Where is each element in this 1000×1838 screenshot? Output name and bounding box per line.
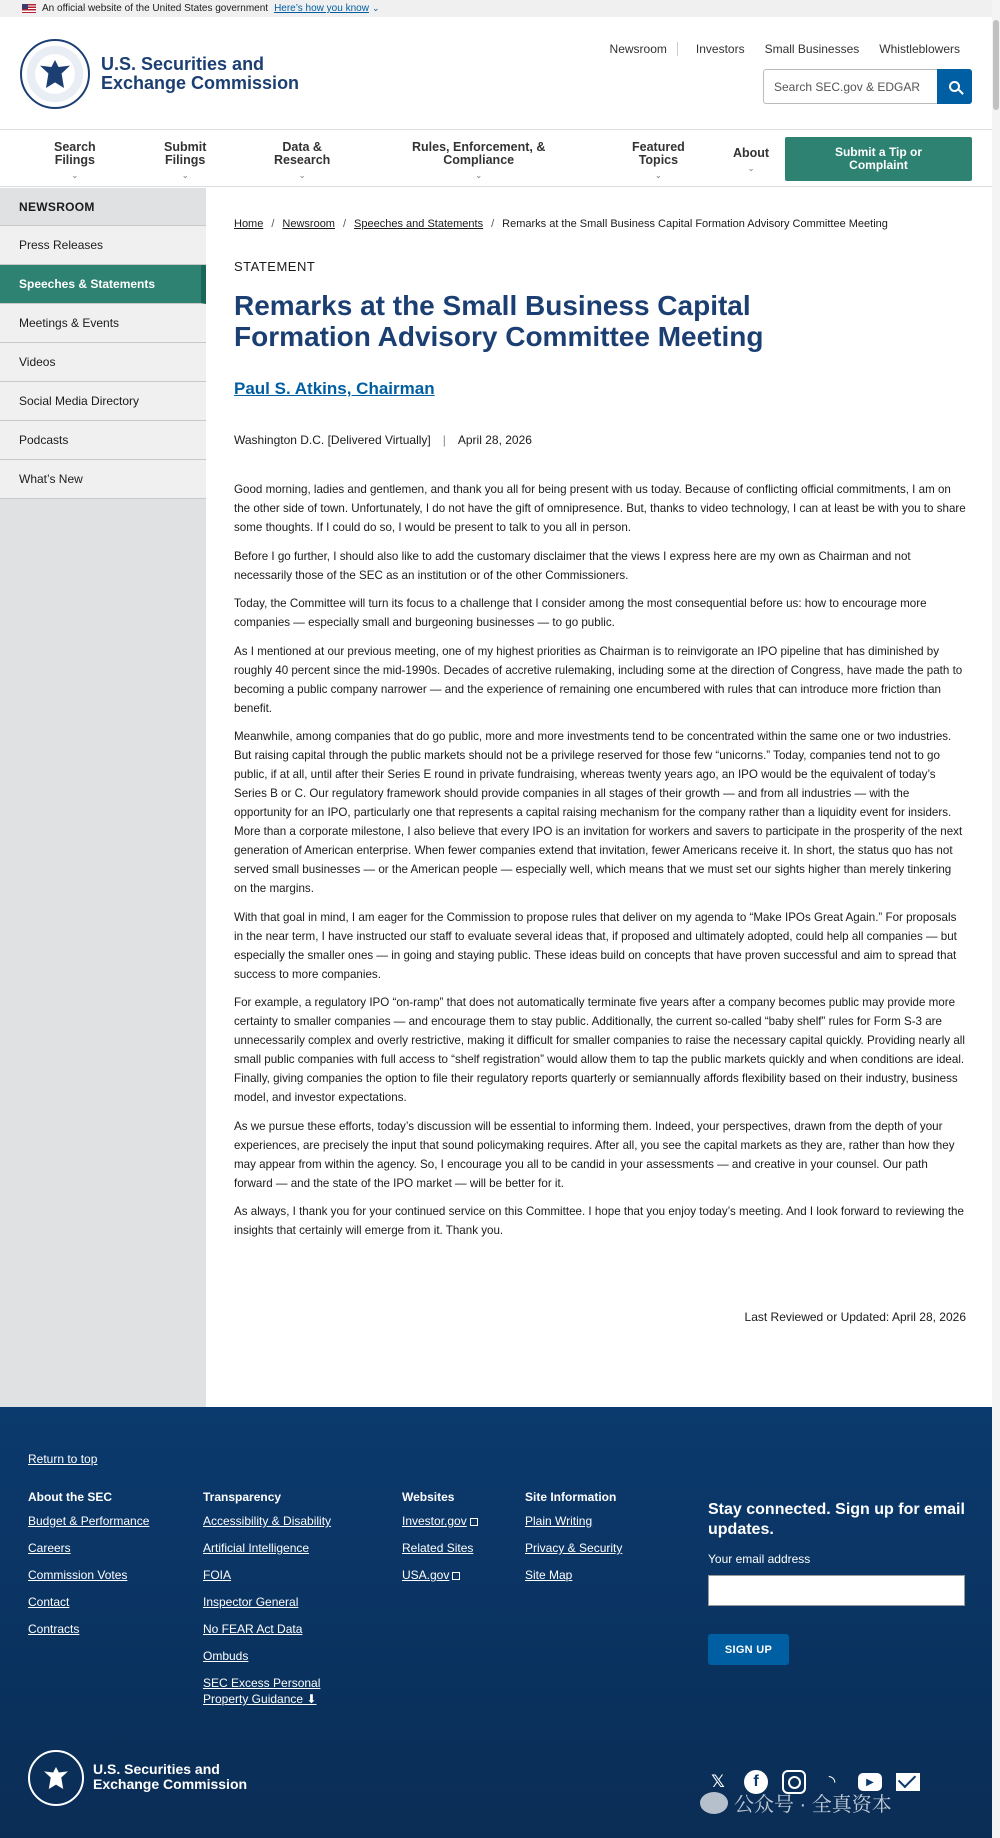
sidebar-item-videos[interactable]: Videos — [0, 343, 206, 382]
search-button[interactable] — [937, 69, 972, 104]
external-link-icon — [452, 1572, 460, 1580]
util-link-whistleblowers[interactable]: Whistleblowers — [879, 42, 960, 56]
footer-heading: Site Information — [525, 1490, 617, 1504]
download-icon: ⬇ — [306, 1692, 317, 1706]
sidebar-item-meetings-events[interactable]: Meetings & Events — [0, 304, 206, 343]
breadcrumb-home[interactable]: Home — [234, 218, 264, 230]
nav-about[interactable] — [733, 147, 769, 175]
paragraph: As always, I thank you for your continued service on this Committee. I hope that you enjoy today’s meeting. And I look forward to reviewing the insights that certainly will emerge from it. Thank you. — [234, 1205, 964, 1237]
sidebar-item-whats-new[interactable]: What’s New — [0, 460, 206, 499]
nav-label: Filings — [165, 153, 206, 167]
scrollbar-thumb[interactable] — [993, 20, 999, 110]
footer-link[interactable]: Ombuds — [203, 1649, 249, 1663]
tip-line-1: Submit a Tip or — [834, 145, 923, 159]
logo-line-1: U.S. Securities and — [101, 54, 265, 74]
us-flag-icon — [22, 4, 36, 13]
youtube-icon[interactable]: ▶ — [858, 1773, 882, 1791]
footer-col-about — [28, 1490, 149, 1648]
util-link-newsroom[interactable]: Newsroom — [600, 42, 678, 56]
footer-heading: About the SEC — [28, 1490, 112, 1504]
footer-link[interactable]: Budget & Performance — [28, 1514, 150, 1528]
paragraph: For example, a regulatory IPO “on-ramp” that does not automatically terminate five years after a company becomes public may provide more certainty to smaller companies — and encourage them to stay public. Additionally, the current so-called “baby shelf” rules for Form S-3 are unnecessarily complex and overly restrictive, making it difficult for smaller companies to raise the necessary capital quickly. Providing nearly all small public companies with full access to “shelf registration” would allow them to tap the public markets quickly and when conditions are ideal. Finally, giving companies the option to file their regulatory reports quarterly or semiannually affords flexibility based on their industry, business model, and investor expectations. — [234, 996, 965, 1104]
paragraph: Good morning, ladies and gentlemen, and thank you all for being present with us today. Because of conflicting official commitments, I am on the other side of town. Unfortunately, I do not have the gift of omnipresence. But, thanks to video technology, I can at least be with you to share some thoughts. If I could do so, I would be present to talk to you all in person. — [234, 483, 966, 534]
watermark — [700, 1788, 892, 1817]
footer-link-excess-property[interactable] — [203, 1675, 331, 1707]
email-field[interactable] — [708, 1575, 965, 1606]
nav-data-research[interactable] — [274, 141, 330, 182]
chevron-down-icon: ⌄ — [655, 171, 662, 180]
site-logo-text[interactable] — [101, 55, 299, 93]
title-line-1: Remarks at the Small Business Capital — [234, 290, 751, 321]
article-location: Washington D.C. [Delivered Virtually] — [234, 433, 431, 447]
breadcrumb — [234, 218, 888, 230]
link-label: USA.gov — [402, 1568, 450, 1582]
paragraph: As we pursue these efforts, today’s discussion will be essential to informing them. Indeed, your perspectives, drawn from the depth of your experiences, are precisely the input that sound policymaking requires. After all, you see the capital markets as they are, rather than how they may appear from within the agency. So, I encourage you all to be candid in your assessments — and creative in your counsel. Our path forward — and the state of the IPO market — will be better for it. — [234, 1119, 955, 1190]
eagle-icon — [44, 1767, 68, 1789]
footer-link[interactable]: Plain Writing — [525, 1514, 593, 1528]
article-date: April 28, 2026 — [457, 433, 532, 447]
watermark-text: 公众号 · 全真资本 — [734, 1794, 892, 1816]
breadcrumb-separator: / — [491, 218, 495, 230]
submit-tip-button[interactable] — [785, 137, 972, 181]
breadcrumb-newsroom[interactable]: Newsroom — [282, 218, 335, 230]
chevron-down-icon: ⌄ — [298, 171, 306, 180]
breadcrumb-separator: / — [342, 218, 347, 230]
breadcrumb-current: Remarks at the Small Business Capital Formation Advisory Committee Meeting — [502, 218, 888, 230]
footer-link[interactable]: Site Map — [525, 1568, 573, 1582]
main-nav — [0, 131, 1000, 187]
footer-link[interactable]: Inspector General — [203, 1595, 299, 1609]
chevron-down-icon: ⌄ — [475, 171, 483, 180]
return-to-top-link[interactable]: Return to top — [28, 1452, 98, 1466]
sidebar-item-podcasts[interactable]: Podcasts — [0, 421, 206, 460]
footer-col-site-info — [525, 1490, 622, 1594]
breadcrumb-separator: / — [271, 218, 275, 230]
chevron-down-icon[interactable]: ⌄ — [371, 3, 380, 13]
link-line-2: Property Guidance — [203, 1692, 304, 1706]
heres-how-you-know-link[interactable]: Here’s how you know — [274, 3, 369, 14]
chevron-down-icon: ⌄ — [71, 171, 79, 180]
email-label: Your email address — [708, 1552, 811, 1566]
logo-line-1: U.S. Securities and — [93, 1761, 220, 1777]
sidebar-item-press-releases[interactable]: Press Releases — [0, 226, 206, 265]
footer-logo-text[interactable] — [93, 1762, 247, 1792]
sidebar-item-social-media-directory[interactable]: Social Media Directory — [0, 382, 206, 421]
meta-divider: | — [442, 433, 446, 447]
nav-label: Submit — [164, 140, 207, 154]
email-icon[interactable] — [896, 1773, 920, 1791]
article-kind: STATEMENT — [234, 259, 316, 274]
link-line-1: SEC Excess Personal — [203, 1676, 321, 1690]
sign-up-button[interactable]: SIGN UP — [708, 1634, 789, 1665]
search-icon — [949, 81, 960, 92]
footer-col-websites — [402, 1490, 478, 1594]
nav-label: Compliance — [443, 153, 515, 167]
sidebar-heading[interactable]: NEWSROOM — [0, 188, 206, 226]
tip-line-2: Complaint — [849, 158, 908, 172]
nav-label: About — [733, 146, 770, 160]
facebook-icon[interactable]: f — [744, 1770, 768, 1794]
paragraph: Before I go further, I should also like to add the customary disclaimer that the views I express here are my own as Chairman and not necessarily those of the SEC as an institution or of the other Commissioners. — [234, 549, 911, 582]
stay-connected-heading: Stay connected. Sign up for email updates. — [708, 1501, 965, 1538]
link-label: Investor.gov — [402, 1514, 467, 1528]
nav-label: Data & — [282, 140, 322, 154]
nav-submit-filings[interactable] — [164, 141, 206, 182]
chevron-down-icon: ⌄ — [747, 164, 755, 173]
paragraph: Meanwhile, among companies that do go public, more and more investments tend to be concentrated within the same one or two industries. But raising capital through the public markets should not be a privilege reserved for those few “unicorns.” Today, companies tend not to go public, if at all, until after their Series E round in private fundraising, whereas twenty years ago, an IPO would be the equivalent of today’s Series B or C. Our regulatory framework should provide companies in all stages of their growth — and from all industries — with the opportunity for an IPO, particularly one that represents a capital raising mechanism for the company rather than a liquidity event for insiders. More than a corporate milestone, I also believe that every IPO is an invitation for workers and savers to participate in the prosperity of the next generation of American enterprise. When fewer companies extend that invitation, fewer Americans receive it. In short, the status quo has not served small businesses — or the American people — especially well, which means that we must set our sights higher than merely tinkering on the margins. — [234, 730, 963, 895]
util-link-small-businesses[interactable]: Small Businesses — [764, 42, 860, 56]
rss-icon[interactable]: ◝ — [828, 1772, 836, 1791]
logo-line-2: Exchange Commission — [93, 1776, 248, 1792]
author-link[interactable]: Paul S. Atkins, Chairman — [234, 379, 435, 398]
title-line-2: Formation Advisory Committee Meeting — [234, 321, 764, 352]
footer-link[interactable]: Accessibility & Disability — [203, 1514, 332, 1528]
page-title — [234, 290, 954, 352]
footer-link-investor-gov[interactable] — [402, 1513, 478, 1529]
util-link-investors[interactable]: Investors — [695, 42, 745, 56]
footer-link[interactable]: Privacy & Security — [525, 1541, 623, 1555]
footer-link[interactable]: Contracts — [28, 1622, 80, 1636]
chevron-down-icon: ⌄ — [181, 171, 189, 180]
footer-link[interactable]: FOIA — [203, 1568, 232, 1582]
x-icon[interactable]: 𝕏 — [711, 1772, 725, 1791]
logo-line-2: Exchange Commission — [101, 73, 300, 93]
footer-link[interactable]: No FEAR Act Data — [203, 1622, 303, 1636]
footer-heading: Websites — [402, 1490, 455, 1504]
paragraph: As I mentioned at our previous meeting, one of my highest priorities as Chairman is to reinvigorate an IPO pipeline that has diminished by roughly 40 percent since the mid-1990s. Decades of accretive rulemaking, including some at the direction of Congress, have made the path to becoming a public company narrower — and the experience of remaining one encumbered with rules that can introduce more friction than benefit. — [234, 644, 963, 715]
footer-col-transparency — [203, 1490, 331, 1718]
nav-label: Filings — [54, 153, 95, 167]
breadcrumb-speeches[interactable]: Speeches and Statements — [354, 218, 484, 230]
nav-label: Research — [274, 153, 331, 167]
scrollbar[interactable] — [992, 0, 1000, 1838]
footer-sec-seal[interactable] — [28, 1750, 84, 1806]
nav-rules-enforcement[interactable] — [412, 141, 545, 182]
nav-label: Topics — [638, 153, 679, 167]
sec-seal-logo[interactable] — [20, 39, 90, 109]
nav-search-filings[interactable] — [54, 141, 96, 182]
nav-featured-topics[interactable] — [632, 141, 685, 182]
newsroom-sidebar — [0, 188, 206, 1407]
footer-link[interactable]: Commission Votes — [28, 1568, 128, 1582]
nav-label: Rules, Enforcement, & — [412, 140, 546, 154]
footer-link[interactable]: Contact — [28, 1595, 70, 1609]
footer-link[interactable]: Artificial Intelligence — [203, 1541, 310, 1555]
site-footer — [0, 1407, 1000, 1838]
footer-link-usa-gov[interactable] — [402, 1567, 478, 1583]
article-meta — [234, 433, 532, 447]
footer-link[interactable]: Careers — [28, 1541, 71, 1555]
paragraph: Today, the Committee will turn its focus to a challenge that I consider among the most consequential before us: how to encourage more companies — especially small and burgeoning businesses — to go public. — [234, 597, 927, 629]
nav-label: Featured — [632, 140, 685, 154]
external-link-icon — [470, 1518, 478, 1526]
gov-banner-text: An official website of the United States government — [42, 3, 269, 14]
utility-nav — [600, 42, 970, 56]
site-header — [0, 17, 1000, 130]
nav-label: Search — [54, 140, 96, 154]
sidebar-item-speeches-statements[interactable]: Speeches & Statements — [0, 265, 206, 304]
footer-heading: Transparency — [203, 1490, 282, 1504]
gov-banner — [0, 0, 1000, 17]
eagle-icon — [40, 60, 70, 88]
footer-link[interactable]: Related Sites — [402, 1541, 474, 1555]
article-body — [234, 480, 966, 1250]
search-input[interactable]: Search SEC.gov & EDGAR — [763, 69, 937, 104]
paragraph: With that goal in mind, I am eager for the Commission to propose rules that deliver on my agenda to “Make IPOs Great Again.” For proposals in the near term, I have instructed our staff to evaluate several ideas that, if proposed and ultimately adopted, could help all companies — but especially the smaller ones — in going and staying public. These ideas build on concepts that have proven successful and aim to spread that success to more companies. — [234, 910, 957, 981]
last-reviewed: Last Reviewed or Updated: April 28, 2026 — [744, 1310, 966, 1324]
wechat-icon — [700, 1792, 728, 1814]
